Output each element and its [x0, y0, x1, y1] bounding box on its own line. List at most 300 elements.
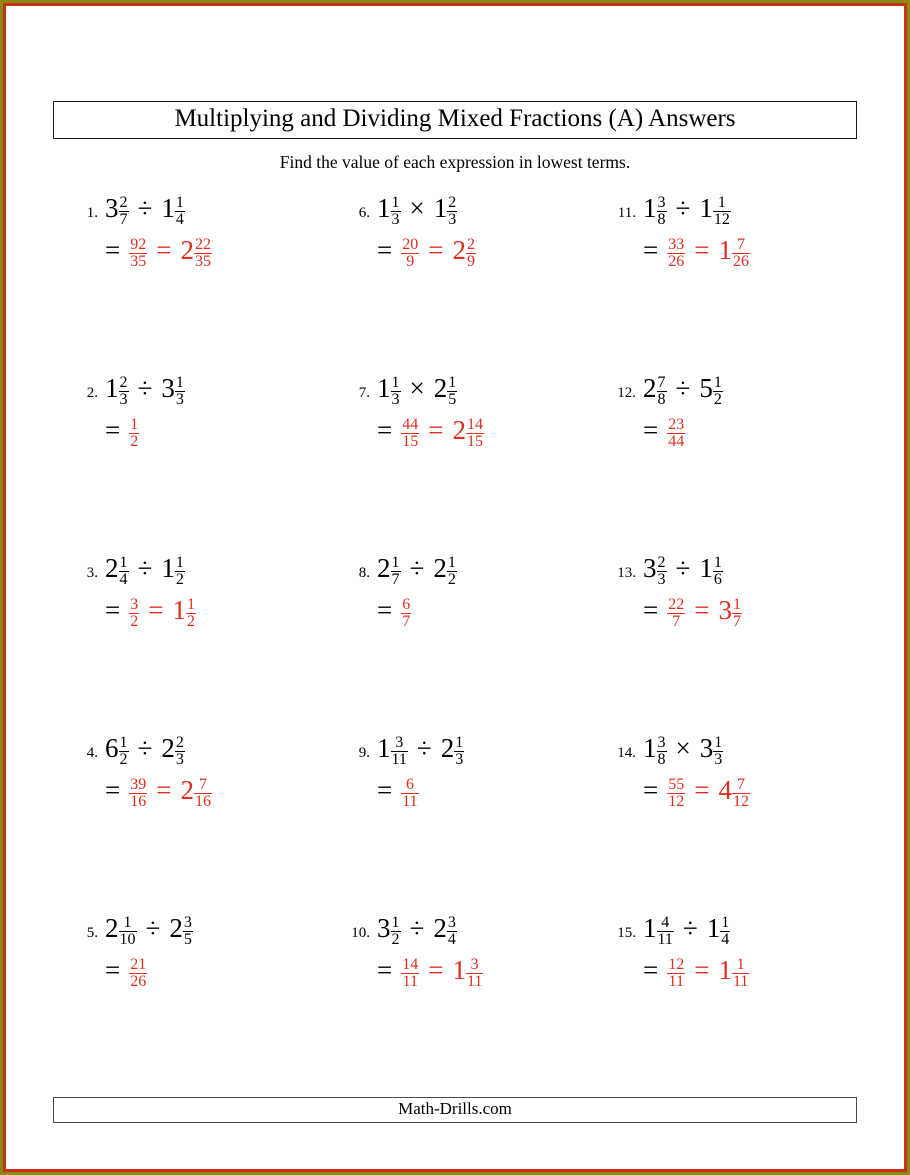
question-expression — [643, 187, 750, 229]
fraction-denominator: 15 — [402, 432, 419, 450]
problem — [338, 187, 604, 367]
footer-site-name: Math-Drills.com — [398, 1099, 512, 1118]
operator-divide: ÷ — [137, 373, 153, 403]
answer-mixed-whole: 1 — [718, 235, 732, 265]
equals-sign: = — [105, 595, 121, 625]
answer-mixed-fraction — [466, 957, 483, 990]
problem-number: 7. — [358, 385, 370, 401]
fraction — [713, 735, 723, 768]
answer-fraction — [401, 417, 419, 450]
fraction-denominator: 7 — [402, 612, 411, 630]
problem-number: 3. — [86, 565, 98, 581]
mixed-whole: 2 — [377, 553, 391, 583]
fraction-numerator: 1 — [119, 733, 128, 751]
fraction — [657, 915, 674, 948]
answer-expression — [643, 769, 750, 811]
mixed-whole: 3 — [643, 553, 657, 583]
fraction-denominator: 2 — [713, 390, 722, 408]
fraction-numerator: 1 — [391, 553, 400, 571]
fraction-numerator: 2 — [466, 235, 475, 253]
operator-divide: ÷ — [409, 913, 425, 943]
fraction-denominator: 3 — [119, 390, 128, 408]
mixed-whole: 2 — [433, 913, 447, 943]
fraction — [391, 195, 401, 228]
fraction — [391, 555, 401, 588]
fraction-denominator: 3 — [657, 570, 666, 588]
mixed-whole: 1 — [699, 553, 713, 583]
mixed-whole: 1 — [377, 373, 391, 403]
fraction-denominator: 16 — [194, 792, 211, 810]
fraction-numerator: 1 — [721, 913, 730, 931]
problem-number: 2. — [86, 385, 98, 401]
mixed-whole: 2 — [643, 373, 657, 403]
answer-mixed-fraction — [732, 957, 749, 990]
title-box — [53, 101, 857, 139]
question-expression — [105, 907, 193, 949]
problem-lines — [377, 907, 483, 991]
fraction-numerator: 23 — [668, 415, 685, 433]
answer-fraction — [129, 417, 139, 450]
question-expression — [643, 547, 742, 589]
fraction-denominator: 3 — [175, 390, 184, 408]
fraction-denominator: 4 — [447, 930, 456, 948]
mixed-whole: 1 — [161, 553, 175, 583]
mixed-whole: 3 — [161, 373, 175, 403]
fraction-denominator: 15 — [466, 432, 483, 450]
answer-mixed-whole: 1 — [452, 955, 466, 985]
fraction — [713, 555, 723, 588]
question-expression — [105, 367, 185, 409]
problem — [604, 367, 884, 547]
fraction — [447, 555, 457, 588]
fraction-numerator: 7 — [198, 775, 207, 793]
fraction — [391, 915, 401, 948]
equals-sign: = — [694, 955, 710, 985]
operator-divide: ÷ — [137, 733, 153, 763]
fraction — [657, 735, 667, 768]
problem — [66, 547, 338, 727]
fraction-denominator: 4 — [119, 570, 128, 588]
fraction-denominator: 5 — [448, 390, 457, 408]
fraction-numerator: 6 — [405, 775, 414, 793]
problem-lines — [377, 547, 457, 631]
answer-mixed-fraction — [466, 417, 484, 450]
fraction-numerator: 22 — [194, 235, 211, 253]
problem-number: 13. — [617, 565, 636, 581]
problem-lines — [105, 547, 196, 631]
fraction-numerator: 7 — [736, 775, 745, 793]
mixed-whole: 1 — [699, 193, 713, 223]
answer-fraction — [401, 237, 419, 270]
answer-fraction — [129, 597, 139, 630]
problem-lines — [105, 907, 193, 991]
instructions-text: Find the value of each expression in lowest terms. — [279, 152, 631, 172]
fraction — [391, 735, 408, 768]
problem — [338, 367, 604, 547]
problem-number: 14. — [617, 745, 636, 761]
fraction-denominator: 3 — [714, 750, 723, 768]
fraction-numerator: 1 — [175, 193, 184, 211]
answer-expression — [377, 769, 464, 811]
operator-multiply: × — [409, 373, 425, 403]
fraction-denominator: 2 — [186, 612, 195, 630]
problem-lines — [643, 727, 750, 811]
mixed-whole: 3 — [699, 733, 714, 763]
question-expression — [643, 727, 750, 769]
problem — [604, 547, 884, 727]
answer-mixed-fraction — [466, 237, 476, 270]
answer-mixed-whole: 2 — [452, 415, 466, 445]
equals-sign: = — [643, 595, 659, 625]
fraction-numerator: 1 — [391, 193, 400, 211]
equals-sign: = — [428, 955, 444, 985]
fraction-denominator: 11 — [402, 972, 418, 990]
answer-mixed-fraction — [194, 237, 212, 270]
fraction-denominator: 2 — [130, 432, 139, 450]
operator-multiply: × — [675, 733, 691, 763]
operator-divide: ÷ — [675, 193, 691, 223]
fraction-numerator: 2 — [448, 193, 457, 211]
fraction-numerator: 55 — [668, 775, 685, 793]
page-frame-inner — [3, 3, 907, 1172]
fraction-numerator: 2 — [657, 553, 666, 571]
question-expression — [377, 187, 476, 229]
fraction-denominator: 44 — [668, 432, 685, 450]
fraction-denominator: 26 — [130, 972, 147, 990]
answer-mixed-whole: 2 — [180, 235, 194, 265]
problem — [66, 187, 338, 367]
answer-fraction — [129, 237, 147, 270]
mixed-whole: 2 — [433, 553, 447, 583]
fraction-numerator: 1 — [186, 595, 195, 613]
answer-expression — [643, 229, 750, 271]
answer-fraction — [667, 237, 685, 270]
problems-grid — [6, 187, 904, 1087]
fraction-denominator: 6 — [713, 570, 722, 588]
mixed-whole: 2 — [440, 733, 455, 763]
fraction-denominator: 35 — [194, 252, 211, 270]
fraction-denominator: 35 — [130, 252, 147, 270]
fraction-numerator: 39 — [130, 775, 147, 793]
problem-number: 5. — [86, 925, 98, 941]
question-expression — [105, 547, 196, 589]
fraction-numerator: 1 — [123, 913, 132, 931]
equals-sign: = — [428, 415, 444, 445]
problem-number: 8. — [358, 565, 370, 581]
fraction-denominator: 8 — [657, 210, 666, 228]
problem-lines — [377, 727, 464, 811]
fraction-denominator: 3 — [455, 750, 464, 768]
fraction — [447, 915, 457, 948]
fraction-denominator: 11 — [391, 750, 407, 768]
answer-expression — [105, 949, 193, 991]
answer-fraction — [401, 957, 419, 990]
equals-sign: = — [643, 415, 659, 445]
question-expression — [377, 367, 484, 409]
mixed-whole: 1 — [643, 193, 657, 223]
problem-number: 10. — [351, 925, 370, 941]
question-expression — [643, 367, 723, 409]
fraction-numerator: 3 — [183, 913, 192, 931]
fraction-denominator: 2 — [175, 570, 184, 588]
fraction-numerator: 3 — [447, 913, 456, 931]
problem — [66, 907, 338, 1087]
answer-expression — [643, 589, 742, 631]
answer-fraction — [667, 957, 685, 990]
mixed-whole: 1 — [105, 373, 119, 403]
problem-lines — [105, 187, 212, 271]
equals-sign: = — [643, 775, 659, 805]
fraction — [657, 195, 667, 228]
fraction-numerator: 1 — [175, 553, 184, 571]
fraction-denominator: 5 — [183, 930, 192, 948]
fraction — [713, 375, 723, 408]
mixed-whole: 1 — [377, 193, 391, 223]
fraction-numerator: 3 — [657, 193, 666, 211]
fraction-numerator: 1 — [175, 373, 184, 391]
equals-sign: = — [105, 775, 121, 805]
fraction-denominator: 8 — [657, 750, 666, 768]
equals-sign: = — [428, 235, 444, 265]
fraction-numerator: 14 — [466, 415, 483, 433]
equals-sign: = — [694, 595, 710, 625]
answer-expression — [377, 409, 484, 451]
fraction-denominator: 3 — [391, 390, 400, 408]
fraction-denominator: 2 — [391, 930, 400, 948]
fraction-numerator: 21 — [130, 955, 147, 973]
fraction-numerator: 1 — [732, 595, 741, 613]
equals-sign: = — [105, 955, 121, 985]
problem — [338, 727, 604, 907]
equals-sign: = — [156, 775, 172, 805]
fraction — [119, 915, 137, 948]
equals-sign: = — [643, 235, 659, 265]
fraction-numerator: 1 — [130, 415, 139, 433]
equals-sign: = — [377, 955, 393, 985]
mixed-whole: 6 — [105, 733, 119, 763]
fraction-denominator: 3 — [448, 210, 457, 228]
answer-fraction — [129, 957, 147, 990]
fraction — [657, 375, 667, 408]
fraction-numerator: 1 — [714, 733, 723, 751]
fraction-numerator: 14 — [402, 955, 419, 973]
fraction-denominator: 8 — [657, 390, 666, 408]
mixed-whole: 1 — [643, 913, 657, 943]
operator-divide: ÷ — [145, 913, 161, 943]
fraction-denominator: 9 — [466, 252, 475, 270]
answer-mixed-whole: 2 — [180, 775, 194, 805]
fraction-numerator: 3 — [395, 733, 404, 751]
problem-number: 4. — [86, 745, 98, 761]
fraction — [657, 555, 667, 588]
fraction-numerator: 3 — [470, 955, 479, 973]
equals-sign: = — [377, 415, 393, 445]
equals-sign: = — [377, 235, 393, 265]
fraction-numerator: 2 — [175, 733, 184, 751]
answer-fraction — [401, 777, 418, 810]
fraction-denominator: 11 — [732, 972, 749, 990]
question-expression — [377, 907, 483, 949]
fraction — [454, 735, 464, 768]
problem — [604, 187, 884, 367]
problem-lines — [643, 547, 742, 631]
fraction-numerator: 3 — [130, 595, 139, 613]
problem-number: 6. — [358, 205, 370, 221]
fraction — [720, 915, 730, 948]
answer-fraction — [667, 417, 685, 450]
operator-divide: ÷ — [409, 553, 425, 583]
fraction-numerator: 4 — [661, 913, 670, 931]
mixed-whole: 2 — [105, 913, 119, 943]
answer-fraction — [667, 597, 685, 630]
equals-sign: = — [377, 775, 393, 805]
operator-divide: ÷ — [137, 193, 153, 223]
question-expression — [377, 727, 464, 769]
answer-expression — [105, 769, 212, 811]
fraction — [119, 735, 129, 768]
fraction-denominator: 11 — [466, 972, 483, 990]
fraction-numerator: 1 — [447, 553, 456, 571]
fraction-numerator: 1 — [391, 913, 400, 931]
fraction-denominator: 9 — [401, 253, 419, 270]
equals-sign: = — [105, 235, 121, 265]
operator-divide: ÷ — [675, 553, 691, 583]
fraction-numerator: 1 — [448, 373, 457, 391]
fraction — [175, 195, 185, 228]
operator-divide: ÷ — [675, 373, 691, 403]
mixed-whole: 2 — [161, 733, 175, 763]
answer-expression — [105, 229, 212, 271]
answer-expression — [643, 409, 723, 451]
mixed-whole: 1 — [706, 913, 721, 943]
fraction-numerator: 20 — [402, 235, 419, 253]
answer-fraction — [129, 777, 147, 810]
fraction-denominator: 12 — [668, 792, 685, 810]
problem — [66, 367, 338, 547]
problem-number: 11. — [617, 205, 636, 221]
fraction-numerator: 92 — [130, 235, 147, 253]
page-title: Multiplying and Dividing Mixed Fractions (A) Answers — [174, 105, 736, 132]
fraction — [119, 195, 129, 228]
problem — [66, 727, 338, 907]
question-expression — [377, 547, 457, 589]
fraction-denominator: 12 — [732, 792, 749, 810]
problem-lines — [105, 727, 212, 811]
operator-divide: ÷ — [137, 553, 153, 583]
fraction-numerator: 2 — [119, 193, 128, 211]
fraction-numerator: 2 — [119, 373, 128, 391]
fraction-numerator: 1 — [713, 553, 722, 571]
fraction-denominator: 4 — [175, 210, 184, 228]
fraction-numerator: 12 — [668, 955, 685, 973]
problem-number: 15. — [617, 925, 636, 941]
answer-mixed-fraction — [732, 777, 750, 810]
fraction — [713, 195, 731, 228]
problem — [338, 907, 604, 1087]
answer-mixed-whole: 4 — [718, 775, 732, 805]
answer-fraction — [401, 597, 411, 630]
fraction — [175, 375, 185, 408]
mixed-whole: 2 — [169, 913, 183, 943]
fraction-numerator: 7 — [736, 235, 745, 253]
problem-number: 1. — [86, 205, 98, 221]
fraction-numerator: 7 — [657, 373, 666, 391]
operator-divide: ÷ — [682, 913, 698, 943]
equals-sign: = — [643, 955, 659, 985]
equals-sign: = — [694, 775, 710, 805]
fraction-denominator: 2 — [130, 612, 139, 630]
answer-expression — [377, 229, 476, 271]
fraction — [175, 555, 185, 588]
fraction-numerator: 33 — [668, 235, 685, 253]
problem-lines — [643, 367, 723, 451]
fraction-denominator: 7 — [391, 570, 400, 588]
mixed-whole: 1 — [643, 733, 657, 763]
fraction — [119, 375, 129, 408]
fraction-numerator: 1 — [713, 373, 722, 391]
equals-sign: = — [105, 415, 121, 445]
fraction-numerator: 1 — [717, 193, 726, 211]
fraction — [119, 555, 129, 588]
problem-lines — [377, 187, 476, 271]
mixed-whole: 3 — [377, 913, 391, 943]
problem — [604, 907, 884, 1087]
problem-number: 12. — [617, 385, 636, 401]
answer-expression — [377, 949, 483, 991]
operator-multiply: × — [409, 193, 425, 223]
equals-sign: = — [148, 595, 164, 625]
answer-mixed-fraction — [194, 777, 212, 810]
problem-number: 9. — [358, 745, 370, 761]
equals-sign: = — [377, 595, 393, 625]
fraction-numerator: 22 — [668, 595, 685, 613]
answer-mixed-fraction — [186, 597, 196, 630]
fraction — [175, 735, 185, 768]
fraction-denominator: 16 — [130, 792, 147, 810]
fraction — [391, 375, 401, 408]
problem-lines — [643, 187, 750, 271]
question-expression — [643, 907, 749, 949]
fraction-numerator: 1 — [736, 955, 745, 973]
fraction-numerator: 3 — [657, 733, 666, 751]
fraction-denominator: 2 — [119, 750, 128, 768]
operator-divide: ÷ — [416, 733, 432, 763]
answer-expression — [643, 949, 749, 991]
fraction-denominator: 11 — [402, 792, 418, 810]
mixed-whole: 2 — [433, 373, 448, 403]
answer-mixed-fraction — [732, 237, 750, 270]
fraction — [183, 915, 193, 948]
fraction — [447, 195, 457, 228]
fraction-numerator: 1 — [119, 553, 128, 571]
problem — [338, 547, 604, 727]
answer-expression — [105, 589, 196, 631]
mixed-whole: 1 — [377, 733, 391, 763]
fraction-denominator: 3 — [175, 750, 184, 768]
mixed-whole: 1 — [433, 193, 448, 223]
fraction-denominator: 7 — [667, 613, 685, 630]
fraction-denominator: 7 — [732, 612, 741, 630]
fraction-numerator: 1 — [455, 733, 464, 751]
problem-lines — [643, 907, 749, 991]
answer-mixed-whole: 2 — [452, 235, 466, 265]
answer-mixed-whole: 3 — [718, 595, 732, 625]
fraction-denominator: 4 — [721, 930, 730, 948]
mixed-whole: 2 — [105, 553, 119, 583]
equals-sign: = — [156, 235, 172, 265]
mixed-whole: 1 — [161, 193, 175, 223]
answer-mixed-whole: 1 — [718, 955, 732, 985]
